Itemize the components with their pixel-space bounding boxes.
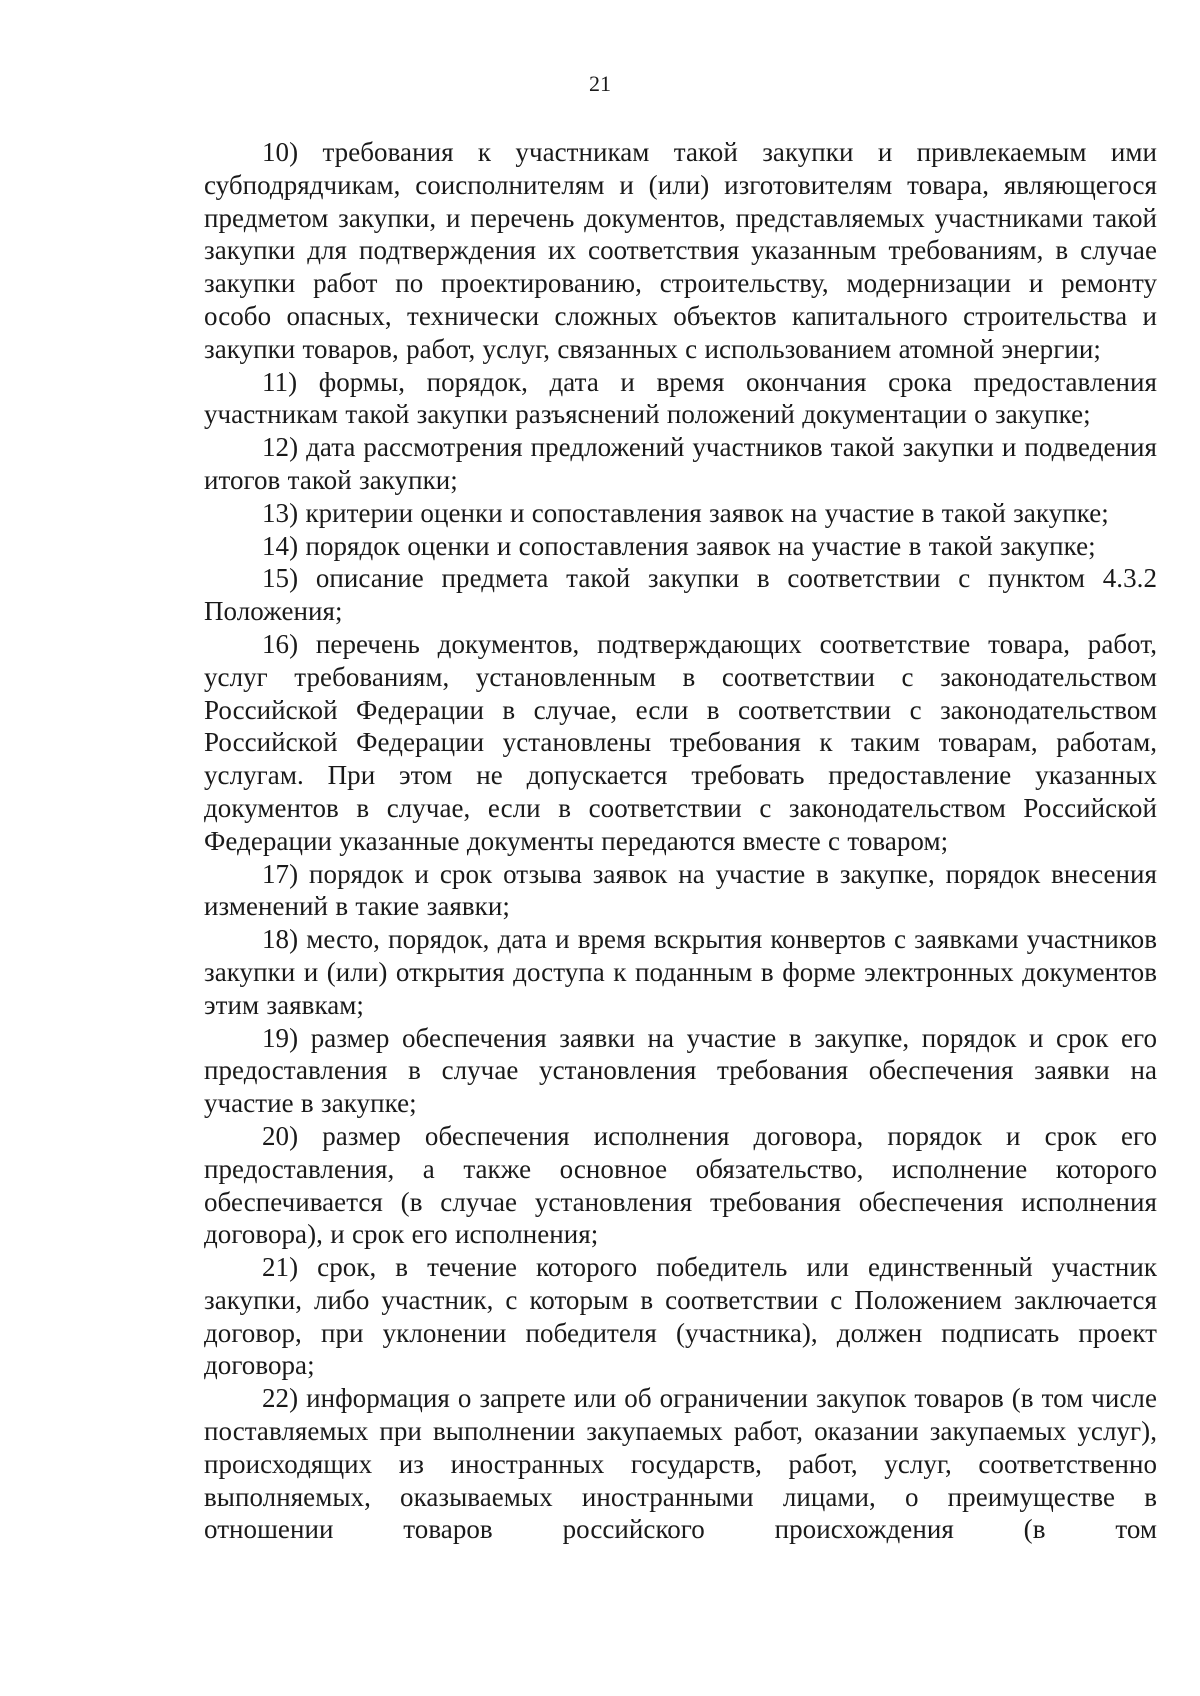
list-item-12: 12) дата рассмотрения предложений участников такой закупки и подведения итогов такой закупки; — [204, 432, 1157, 495]
list-item-10: 10) требования к участникам такой закупки и привлекаемым ими субподрядчикам, соисполнителям и (или) изготовителям товара, являющегося предметом закупки, и перечень документов, представляемых участниками такой закупки для подтверждения их соответствия указанным требованиям, в случае закупки работ по проектированию, строительству, модернизации и ремонту особо опасных, технически сложных объектов капитального строительства и закупки товаров, работ, услуг, связанных с использованием атомной энергии; — [204, 137, 1157, 364]
document-body — [204, 136, 1157, 1546]
list-item-14: 14) порядок оценки и сопоставления заявок на участие в такой закупке; — [262, 530, 1096, 561]
list-item-19: 19) размер обеспечения заявки на участие в закупке, порядок и срок его предоставления в случае установления требования обеспечения заявки на участие в закупке; — [204, 1022, 1157, 1119]
list-item-18: 18) место, порядок, дата и время вскрытия конвертов с заявками участников закупки и (или) открытия доступа к поданным в форме электронных документов этим заявкам; — [204, 924, 1157, 1020]
list-item-22: 22) информация о запрете или об ограничении закупок товаров (в том числе поставляемых при выполнении закупаемых работ, оказании закупаемых услуг), происходящих из иностранных государств, работ, услуг, соответственно выполняемых, оказываемых иностранными лицами, о преимуществе в отношении товаров российского происхождения (в том — [204, 1383, 1157, 1545]
list-item-20: 20) размер обеспечения исполнения договора, порядок и срок его предоставления, а также основное обязательство, исполнение которого обеспечивается (в случае установления требования обеспечения исполнения договора), и срок его исполнения; — [204, 1120, 1157, 1250]
list-item-21: 21) срок, в течение которого победитель или единственный участник закупки, либо участник, с которым в соответствии с Положением заключается договор, при уклонении победителя (участника), должен подписать проект договора; — [204, 1252, 1157, 1381]
list-item-11: 11) формы, порядок, дата и время окончания срока предоставления участникам такой закупки разъяснений положений документации о закупке; — [204, 366, 1157, 430]
list-item-16: 16) перечень документов, подтверждающих соответствие товара, работ, услуг требованиям, установленным в соответствии с законодательством Российской Федерации в случае, если в соответствии с законодательством Российской Федерации установлены требования к таким товарам, работам, услугам. При этом не допускается требовать предоставление указанных документов в случае, если в соответствии с законодательством Российской Федерации указанные документы передаются вместе с товаром; — [204, 628, 1157, 856]
list-item-13: 13) критерии оценки и сопоставления заявок на участие в такой закупке; — [262, 497, 1109, 528]
list-item-17: 17) порядок и срок отзыва заявок на участие в закупке, порядок внесения изменений в такие заявки; — [204, 858, 1157, 922]
page-number: 21 — [589, 71, 611, 96]
list-item-15: 15) описание предмета такой закупки в соответствии с пунктом 4.3.2 Положения; — [204, 563, 1157, 627]
